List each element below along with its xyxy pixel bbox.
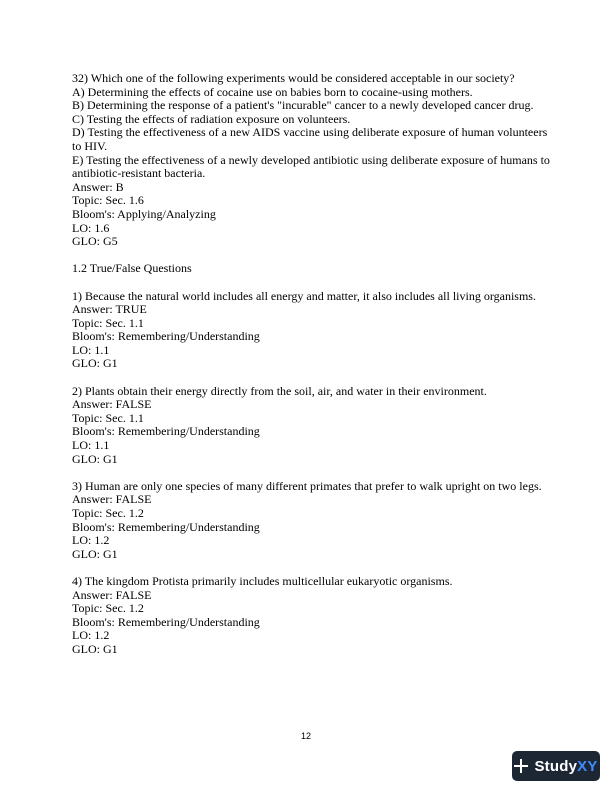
option-c: C) Testing the effects of radiation exposure on volunteers. [72,111,351,126]
learning-objective: LO: 1.6 [72,220,110,235]
option-a: A) Determining the effects of cocaine use on babies born to cocaine-using mothers. [72,84,473,99]
topic: Topic: Sec. 1.1 [72,410,144,425]
learning-objective: LO: 1.1 [72,438,110,453]
topic: Topic: Sec. 1.2 [72,506,144,520]
blooms: Bloom's: Remembering/Understanding [72,519,260,534]
badge-name: Study [534,757,578,775]
question-stem: 4) The kingdom Protista primarily includes multicellular eukaryotic organisms. [72,573,453,588]
question-32 [72,72,552,249]
blooms: Bloom's: Applying/Analyzing [72,206,216,221]
badge-logo-text [534,759,597,774]
answer: Answer: TRUE [72,302,147,317]
general-learning-objective: GLO: G1 [72,451,118,466]
general-learning-objective: GLO: G1 [72,641,118,656]
general-learning-objective: GLO: G5 [72,234,118,249]
topic: Topic: Sec. 1.1 [72,315,144,330]
option-e: E) Testing the effectiveness of a newly developed antibiotic using deliberate exposure of humans to antibiotic-resistant bacteria. [72,152,550,181]
blooms: Bloom's: Remembering/Understanding [72,424,260,439]
tf-question-4 [72,575,552,657]
plus-icon [514,759,528,773]
general-learning-objective: GLO: G1 [72,546,118,561]
question-stem: 1) Because the natural world includes all energy and matter, it also includes all living organisms. [72,288,536,303]
topic: Topic: Sec. 1.6 [72,193,144,208]
question-stem: 32) Which one of the following experiments would be considered acceptable in our society? [72,71,515,85]
option-b: B) Determining the response of a patient's "incurable" cancer to a newly developed cancer drug. [72,98,534,113]
answer: Answer: B [72,179,124,194]
page-content [72,72,552,657]
blooms: Bloom's: Remembering/Understanding [72,614,260,629]
badge-accent: XY [577,757,598,775]
studyxy-badge[interactable] [512,751,600,781]
tf-question-3 [72,480,552,562]
learning-objective: LO: 1.2 [72,533,110,548]
section-heading: 1.2 True/False Questions [72,261,192,276]
option-d: D) Testing the effectiveness of a new AIDS vaccine using deliberate exposure of human volunteers to HIV. [72,125,548,153]
question-stem: 3) Human are only one species of many different primates that prefer to walk upright on two legs. [72,478,542,493]
answer: Answer: FALSE [72,587,152,602]
general-learning-objective: GLO: G1 [72,356,118,371]
question-stem: 2) Plants obtain their energy directly from the soil, air, and water in their environment. [72,383,487,398]
answer: Answer: FALSE [72,397,152,412]
blooms: Bloom's: Remembering/Understanding [72,329,260,344]
tf-question-2 [72,385,552,467]
answer: Answer: FALSE [72,492,152,507]
page-number: 12 [300,731,311,741]
topic: Topic: Sec. 1.2 [72,601,144,616]
tf-question-1 [72,290,552,372]
learning-objective: LO: 1.2 [72,628,110,643]
learning-objective: LO: 1.1 [72,342,110,357]
